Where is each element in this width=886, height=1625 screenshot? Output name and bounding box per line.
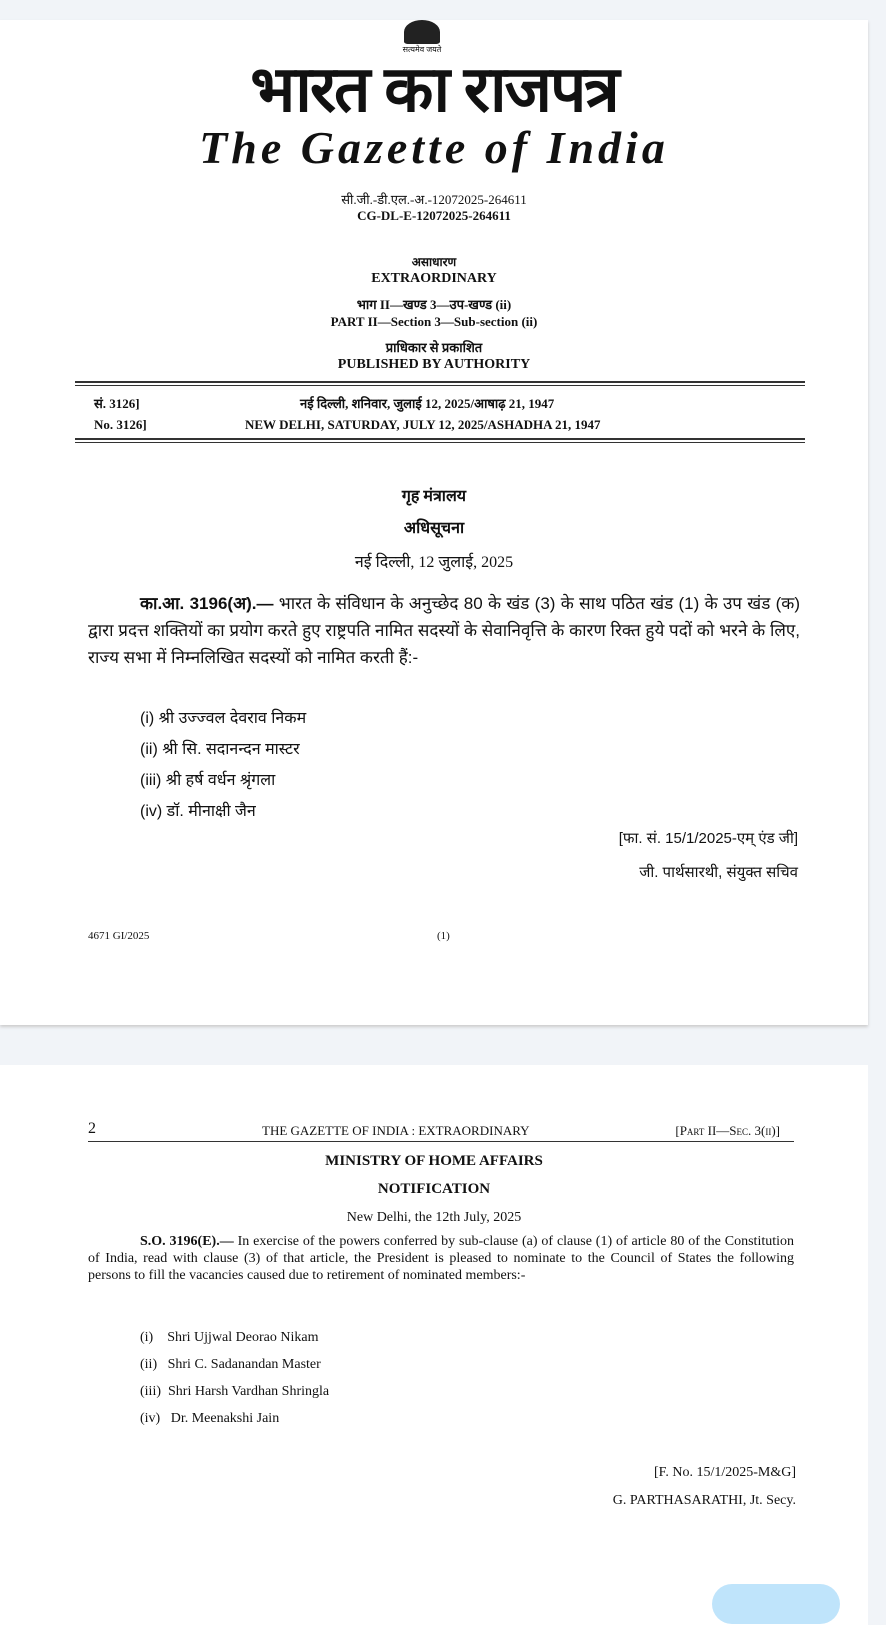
part-hindi: भाग II—खण्ड 3—उप-खण्ड (ii) — [356, 297, 512, 312]
extraordinary-english: EXTRAORDINARY — [371, 271, 497, 286]
issue-date-english: NEW DELHI, SATURDAY, JULY 12, 2025/ASHADHA 21, 1947 — [245, 417, 601, 432]
issue-number-english: No. 3126] — [94, 417, 147, 432]
member-item: (ii) श्री सि. सदानन्दन मास्टर — [140, 741, 300, 758]
page-number: 2 — [88, 1120, 96, 1137]
code-english: CG-DL-E-12072025-264611 — [357, 208, 511, 223]
member-item: (i) Shri Ujjwal Deorao Nikam — [140, 1330, 319, 1345]
floating-action-button[interactable] — [712, 1584, 840, 1624]
gazette-page-1 — [0, 20, 868, 1025]
signatory: G. PARTHASARATHI, Jt. Secy. — [612, 1493, 796, 1508]
part-label: [Part II—Sec. 3(ii)] — [675, 1123, 780, 1138]
published-english: PUBLISHED BY AUTHORITY — [337, 357, 531, 372]
member-item: (iv) डॉ. मीनाक्षी जैन — [140, 803, 256, 820]
body-text: In exercise of the powers conferred by sub-clause (a) of clause (1) of article 80 of the Constitution of India, read with clause (3) of that article, the President is pleased to nominate to the Council of States the following persons to fill the vacancies caused due to retirement of nominated members:- — [88, 1234, 794, 1283]
emblem-motto: सत्यमेव जयते — [402, 45, 442, 54]
issue-date-hindi: नई दिल्ली, शनिवार, जुलाई 12, 2025/आषाढ़ 21, 1947 — [300, 396, 555, 411]
file-number: [फा. सं. 15/1/2025-एम् एंड जी] — [618, 830, 798, 847]
masthead-hindi: भारत का राजपत्र — [250, 53, 618, 125]
notification-english: NOTIFICATION — [377, 1181, 491, 1197]
gazette-page-2 — [0, 1065, 868, 1625]
signatory: जी. पार्थसारथी, संयुक्त सचिव — [639, 864, 798, 881]
member-item: (ii) Shri C. Sadanandan Master — [140, 1357, 321, 1372]
so-number: का.आ. 3196(अ).— — [140, 594, 274, 613]
body-text: भारत के संविधान के अनुच्छेद 80 के खंड (3) के साथ पठित खंड (1) के उप खंड (क) द्वारा प्रदत्त शक्तियों का प्रयोग करते हुए राष्ट्रपति नामित सदस्यों के सेवानिवृत्ति के कारण रिक्त हुये पदों को भरने के लिए, राज्य सभा में निम्नलिखित सदस्यों को नामित करती हैं:- — [88, 594, 800, 667]
place-date-hindi: नई दिल्ली, 12 जुलाई, 2025 — [354, 554, 514, 571]
member-item: (iii) श्री हर्ष वर्धन श्रृंगला — [140, 772, 276, 789]
notification-body-hindi — [88, 590, 800, 671]
page-number: (1) — [437, 930, 450, 942]
divider — [88, 1141, 794, 1142]
file-number: [F. No. 15/1/2025-M&G] — [654, 1465, 796, 1480]
masthead-english: The Gazette of India — [199, 122, 669, 173]
published-hindi: प्राधिकार से प्रकाशित — [385, 340, 483, 355]
notification-body-english — [88, 1233, 794, 1284]
member-item: (iv) Dr. Meenakshi Jain — [140, 1411, 280, 1426]
national-emblem-icon — [404, 20, 440, 44]
member-item: (iii) Shri Harsh Vardhan Shringla — [140, 1384, 330, 1399]
divider — [75, 438, 805, 443]
footer-code: 4671 GI/2025 — [88, 930, 150, 942]
ministry-english: MINISTRY OF HOME AFFAIRS — [325, 1153, 543, 1169]
running-head: THE GAZETTE OF INDIA : EXTRAORDINARY — [262, 1123, 530, 1138]
place-date-english: New Delhi, the 12th July, 2025 — [346, 1210, 522, 1225]
divider — [75, 381, 805, 386]
code-hindi: सी.जी.-डी.एल.-अ.-12072025-264611 — [341, 192, 527, 207]
extraordinary-hindi: असाधारण — [411, 255, 457, 269]
notification-hindi: अधिसूचना — [403, 520, 465, 537]
part-english: PART II—Section 3—Sub-section (ii) — [330, 314, 538, 329]
member-item: (i) श्री उज्ज्वल देवराव निकम — [140, 710, 307, 727]
issue-number-hindi: सं. 3126] — [94, 396, 140, 411]
ministry-hindi: गृह मंत्रालय — [401, 488, 467, 505]
so-number: S.O. 3196(E).— — [140, 1234, 234, 1249]
